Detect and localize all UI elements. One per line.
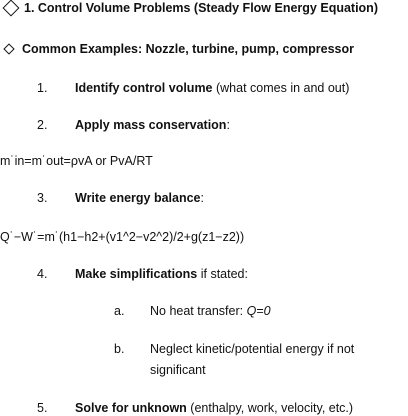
sub-text: No heat transfer:	[150, 304, 247, 318]
step-title: Write energy balance	[75, 191, 201, 205]
sub-formula: Q=0	[246, 304, 271, 318]
step-number: 1.	[37, 81, 48, 95]
mass-equation: m˙in=m˙out=ρvA or PvA/RT	[0, 154, 153, 168]
step-number: 2.	[37, 118, 48, 132]
diamond-bullet-icon	[3, 43, 14, 54]
step-number: 3.	[37, 191, 48, 205]
step-detail: if stated:	[197, 267, 248, 281]
section-heading: 1. Control Volume Problems (Steady Flow Energy Equation)	[24, 1, 378, 15]
step-detail: (what comes in and out)	[212, 81, 350, 95]
step-title: Make simplifications	[75, 267, 198, 281]
step-title: Solve for unknown	[75, 401, 187, 415]
step-detail: :	[226, 118, 230, 132]
step-title: Apply mass conservation	[75, 118, 227, 132]
step-title: Identify control volume	[75, 81, 213, 95]
energy-equation: Q˙−W˙=m˙(h1−h2+(v1^2−v2^2)/2+g(z1−z2))	[0, 230, 245, 244]
diamond-bullet-icon	[3, 0, 20, 16]
step-detail: (enthalpy, work, velocity, etc.)	[186, 401, 354, 415]
sub-letter: a.	[114, 304, 125, 318]
sub-text: Neglect kinetic/potential energy if not	[150, 342, 355, 356]
sub-text-continuation: significant	[150, 363, 206, 377]
subheading: Common Examples: Nozzle, turbine, pump, compressor	[22, 42, 355, 56]
step-detail: :	[200, 191, 204, 205]
step-number: 4.	[37, 267, 48, 281]
step-number: 5.	[37, 401, 48, 415]
sub-letter: b.	[114, 342, 125, 356]
